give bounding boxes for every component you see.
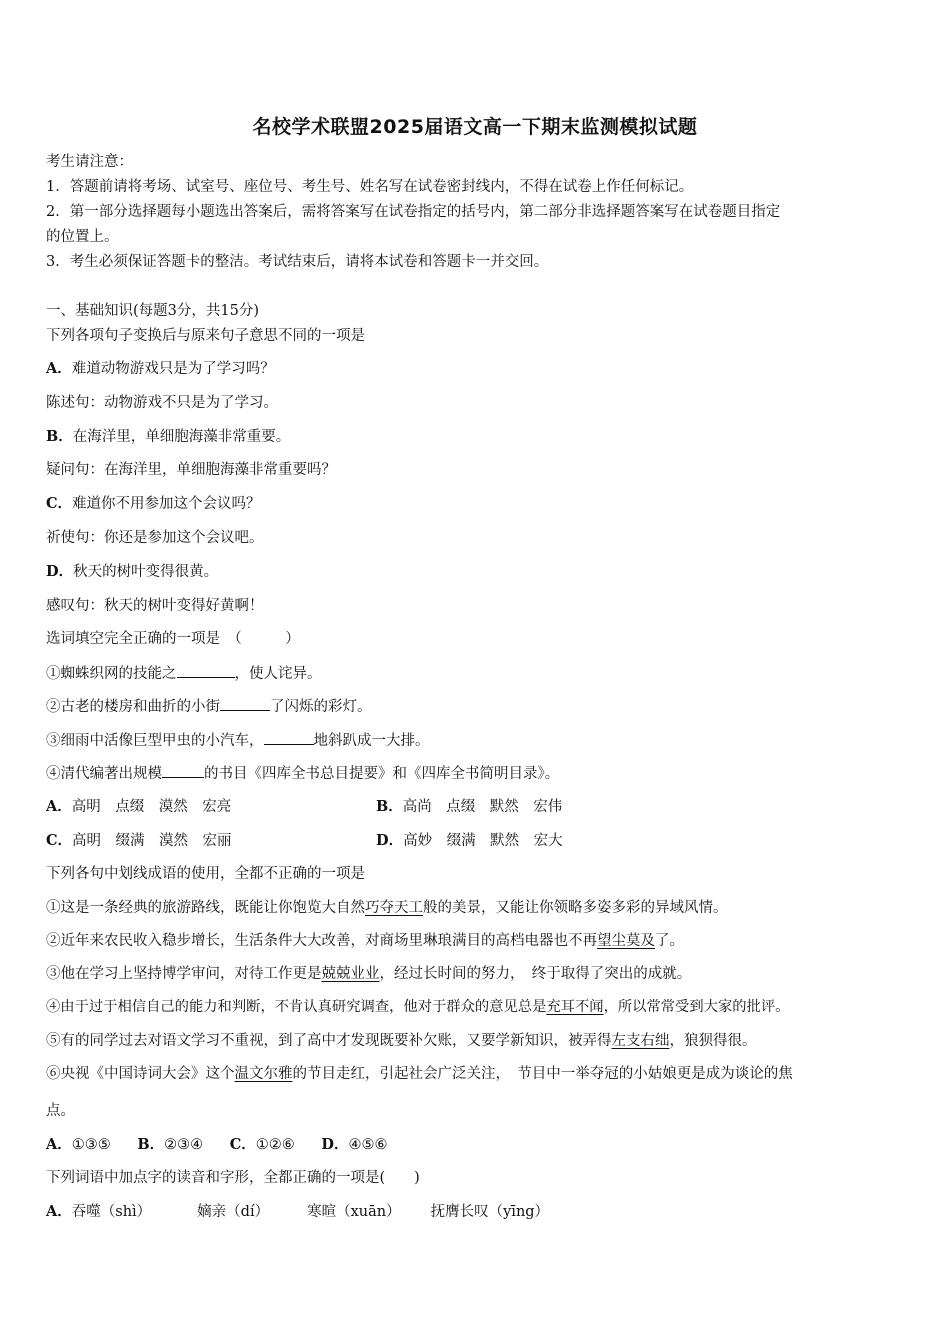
option-transform: 陈述句：动物游戏不只是为了学习。 xyxy=(46,395,278,411)
option-d xyxy=(46,562,218,582)
option-label: A． xyxy=(46,798,72,815)
option-label: C． xyxy=(46,832,73,849)
notice-item: 3．考生必须保证答题卡的整洁。考试结束后，请将本试卷和答题卡一并交回。 xyxy=(46,254,549,270)
option-transform: 感叹句：秋天的树叶变得好黄啊！ xyxy=(46,598,264,614)
notice-item-cont: 的位置上。 xyxy=(46,229,119,245)
option-text: ①②⑥ xyxy=(255,1137,295,1153)
underlined-idiom: 望尘莫及 xyxy=(597,933,655,949)
idiom-sentence xyxy=(46,997,789,1017)
underlined-idiom: 充耳不闻 xyxy=(546,999,604,1015)
section-heading: 一、基础知识(每题3分，共15分) xyxy=(46,303,259,319)
option-text: 高妙 缀满 默然 宏大 xyxy=(403,833,563,849)
sentence-part: ，使人诧异。 xyxy=(234,666,322,682)
option-label: D． xyxy=(321,1136,349,1153)
option-label: B． xyxy=(376,798,403,815)
fill-sentence xyxy=(46,763,559,784)
word-item: 吞噬（shì） xyxy=(71,1204,152,1220)
underlined-idiom: 温文尔雅 xyxy=(234,1066,293,1082)
option-text: 难道你不用参加这个会议吗？ xyxy=(72,496,261,512)
sentence-part: ①这是一条经典的旅游路线，既能让你饱览大自然 xyxy=(46,900,365,916)
option-text: 难道动物游戏只是为了学习吗？ xyxy=(71,361,275,377)
options-row xyxy=(46,831,906,851)
option-text: 秋天的树叶变得很黄。 xyxy=(73,564,219,580)
notice-heading: 考生请注意： xyxy=(46,154,133,170)
option-label: A． xyxy=(46,1203,72,1220)
option-text: ①③⑤ xyxy=(71,1137,111,1153)
option-text: 高尚 点缀 默然 宏伟 xyxy=(402,799,563,815)
answer-blank xyxy=(162,763,204,778)
sentence-part: ②古老的楼房和曲折的小街 xyxy=(46,699,220,715)
option-c xyxy=(46,833,232,849)
option-a xyxy=(46,799,231,815)
sentence-part: ④由于过于相信自己的能力和判断，不肯认真研究调查，他对于群众的意见总是 xyxy=(46,999,547,1015)
options-row xyxy=(46,1135,387,1155)
question-stem: 下列各项句子变换后与原来句子意思不同的一项是 xyxy=(46,328,365,344)
option-label: D． xyxy=(376,832,404,849)
option-transform: 疑问句：在海洋里，单细胞海藻非常重要吗？ xyxy=(46,462,336,478)
idiom-sentence xyxy=(46,1031,757,1051)
idiom-sentence xyxy=(46,931,684,951)
sentence-part: ⑤有的同学过去对语文学习不重视，到了高中才发现既要补欠账，又要学新知识，被弄得 xyxy=(46,1033,612,1049)
option-b xyxy=(46,427,290,447)
option-label: A． xyxy=(46,1136,72,1153)
option-label: C． xyxy=(229,1136,256,1153)
sentence-part: ，狼狈得很。 xyxy=(669,1033,757,1049)
page-title: 名校学术联盟2025届语文高一下期末监测模拟试题 xyxy=(252,116,698,138)
option-transform: 祈使句：你还是参加这个会议吧。 xyxy=(46,530,264,546)
option-text: 高明 点缀 漠然 宏亮 xyxy=(71,799,232,815)
option-b xyxy=(376,797,562,817)
idiom-sentence-cont: 点。 xyxy=(46,1103,75,1119)
option-text: ②③④ xyxy=(164,1137,204,1153)
word-item: 嫡亲（dí） xyxy=(197,1204,270,1220)
answer-blank xyxy=(177,663,235,678)
word-item: 抚膺长叹（yīng） xyxy=(430,1204,550,1220)
option-a xyxy=(46,1137,111,1153)
option-a xyxy=(46,359,275,379)
sentence-part: 般的美景，又能让你领略多姿多彩的异域风情。 xyxy=(423,900,728,916)
sentence-part: 的节目走红，引起社会广泛关注， 节目中一举夺冠的小姑娘更是成为谈论的焦 xyxy=(292,1066,793,1082)
sentence-part: ⑥央视《中国诗词大会》这个 xyxy=(46,1066,235,1082)
word-item: 寒暄（xuān） xyxy=(307,1204,401,1220)
fill-sentence xyxy=(46,663,322,684)
sentence-part: 了闪烁的彩灯。 xyxy=(270,699,372,715)
sentence-part: 地斜趴成一大排。 xyxy=(313,733,430,749)
option-text: ④⑤⑥ xyxy=(348,1137,388,1153)
sentence-part: ③细雨中活像巨型甲虫的小汽车， xyxy=(46,733,264,749)
underlined-idiom: 巧夺天工 xyxy=(365,900,423,916)
underlined-idiom: 左支右绌 xyxy=(611,1033,670,1049)
notice-item: 1．答题前请将考场、试室号、座位号、考生号、姓名写在试卷密封线内，不得在试卷上作任何标记。 xyxy=(46,179,694,195)
option-label: D． xyxy=(46,563,74,580)
option-text: 高明 缀满 漠然 宏丽 xyxy=(72,833,232,849)
option-label: B． xyxy=(46,428,73,445)
option-d xyxy=(321,1137,387,1153)
option-label: B． xyxy=(137,1136,165,1153)
sentence-part: 了。 xyxy=(655,933,684,949)
option-b xyxy=(137,1137,203,1153)
question-stem: 选词填空完全正确的一项是 （ ） xyxy=(46,631,300,647)
option-text: 在海洋里，单细胞海藻非常重要。 xyxy=(72,429,291,445)
idiom-sentence xyxy=(46,898,728,918)
sentence-part: ③他在学习上坚持博学审问，对待工作更是 xyxy=(46,966,322,982)
fill-sentence xyxy=(46,696,372,717)
sentence-part: ，经过长时间的努力， 终于取得了突出的成就。 xyxy=(379,966,692,982)
option-label: A． xyxy=(46,360,72,377)
option-a xyxy=(46,1202,549,1222)
option-c xyxy=(230,1137,295,1153)
fill-sentence xyxy=(46,730,430,751)
option-c xyxy=(46,494,261,514)
options-row xyxy=(46,797,906,817)
answer-blank xyxy=(220,696,270,711)
option-d xyxy=(376,831,563,851)
option-label: C． xyxy=(46,495,73,512)
sentence-part: 的书目《四库全书总目提要》和《四库全书简明目录》。 xyxy=(204,766,560,782)
notice-item: 2．第一部分选择题每小题选出答案后，需将答案写在试卷指定的括号内，第二部分非选择题答案写在试卷题目指定 xyxy=(46,204,781,220)
idiom-sentence xyxy=(46,1064,793,1084)
question-stem: 下列词语中加点字的读音和字形，全都正确的一项是( ) xyxy=(46,1170,420,1186)
sentence-part: ④清代编著出规模 xyxy=(46,766,162,782)
sentence-part: ②近年来农民收入稳步增长，生活条件大大改善，对商场里琳琅满目的高档电器也不再 xyxy=(46,933,597,949)
sentence-part: ①蜘蛛织网的技能之 xyxy=(46,666,177,682)
question-stem: 下列各句中划线成语的使用，全都不正确的一项是 xyxy=(46,866,365,882)
answer-blank xyxy=(264,730,314,745)
idiom-sentence xyxy=(46,964,691,984)
sentence-part: ，所以常常受到大家的批评。 xyxy=(603,999,790,1015)
underlined-idiom: 兢兢业业 xyxy=(321,966,380,982)
